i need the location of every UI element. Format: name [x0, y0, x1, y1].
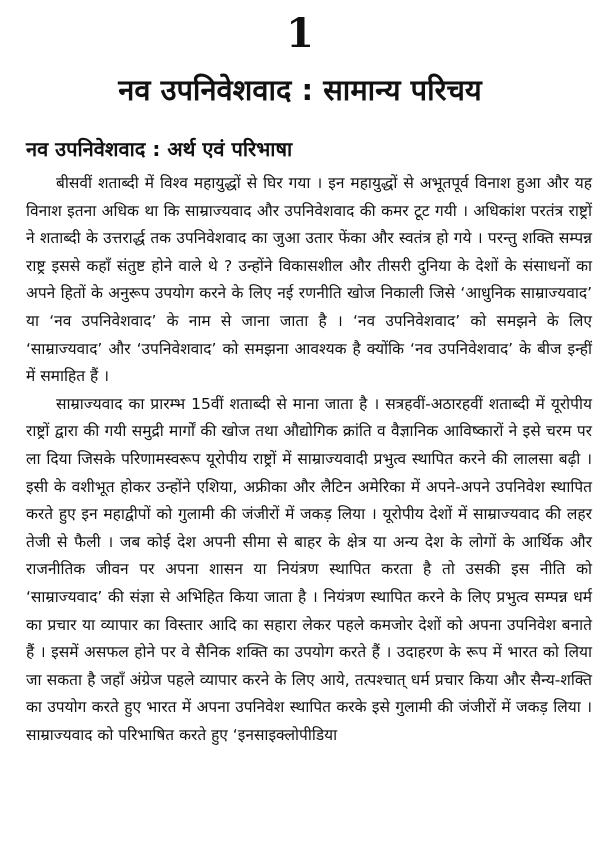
paragraph: बीसवीं शताब्दी में विश्व महायुद्धों से घिर गया । इन महायुद्धों से अभूतपूर्व विनाश हुआ और यह विनाश इतना अधिक था कि साम्राज्यवाद और उपनिवेशवाद की कमर टूट गयी । अधिकांश परतंत्र राष्ट्रों ने शताब्दी के उत्तरार्द्ध तक उपनिवेशवाद का जुआ उतार फेंका और स्वतंत्र हो गये । परन्तु शक्ति सम्पन्न राष्ट्र इससे कहाँ संतुष्ट होने वाले थे ? उन्होंने विकासशील और तीसरी दुनिया के देशों के संसाधनों का अपने हितों के अनुरूप उपयोग करने के लिए नई रणनीति खोज निकाली जिसे ‘आधुनिक साम्राज्यवाद’ या ‘नव उपनिवेशवाद’ के नाम से जाना जाता है । ‘नव उपनिवेशवाद’ को समझने के लिए ‘साम्राज्यवाद’ और ‘उपनिवेशवाद’ को समझना आवश्यक है क्योंकि ‘नव उपनिवेशवाद’ के बीज इन्हीं में समाहित हैं ।	[26, 174, 592, 386]
body-text	[26, 170, 592, 749]
section-heading: नव उपनिवेशवाद : अर्थ एवं परिभाषा	[26, 137, 293, 161]
chapter-title: नव उपनिवेशवाद : सामान्य परिचय	[118, 73, 482, 107]
chapter-number: 1	[286, 10, 314, 57]
paragraph: साम्राज्यवाद का प्रारम्भ 15वीं शताब्दी से माना जाता है । सत्रहवीं-अठारहवीं शताब्दी में यूरोपीय राष्ट्रों द्वारा की गयी समुद्री मार्गों की खोज तथा औद्योगिक क्रांति व वैज्ञानिक आविष्कारों ने इसे चरम पर ला दिया जिसके परिणामस्वरूप यूरोपीय राष्ट्रों में साम्राज्यवादी प्रभुत्व स्थापित करने की लालसा बढ़ी । इसी के वशीभूत होकर उन्होंने एशिया, अफ्रीका और लैटिन अमेरिका में अपने-अपने उपनिवेश स्थापित करते हुए इन महाद्वीपों को गुलामी की जंजीरों में जकड़ लिया । यूरोपीय देशों में साम्राज्यवाद की लहर तेजी से फैली । जब कोई देश अपनी सीमा से बाहर के क्षेत्र या अन्य देश के लोगों के आर्थिक और राजनीतिक जीवन पर अपना शासन या नियंत्रण स्थापित करता है तो उसकी इस नीति को ‘साम्राज्यवाद’ की संज्ञा से अभिहित किया जाता है । नियंत्रण स्थापित करने के लिए प्रभुत्व सम्पन्न धर्म का प्रचार या व्यापार का विस्तार आदि का सहारा लेकर पहले कमजोर देशों को अपना उपनिवेश बनाते हैं । इसमें असफल होने पर वे सैनिक शक्ति का उपयोग करते हैं । उदाहरण के रूप में भारत को लिया जा सकता है जहाँ अंग्रेज पहले व्यापार करने के लिए आये, तत्पश्चात् धर्म प्रचार किया और सैन्य-शक्ति का उपयोग करते हुए भारत में अपना उपनिवेश स्थापित करके इसे गुलामी की जंजीरों में जकड़ लिया । साम्राज्यवाद को परिभाषित करते हुए ‘इनसाइक्लोपीडिया	[26, 394, 592, 744]
